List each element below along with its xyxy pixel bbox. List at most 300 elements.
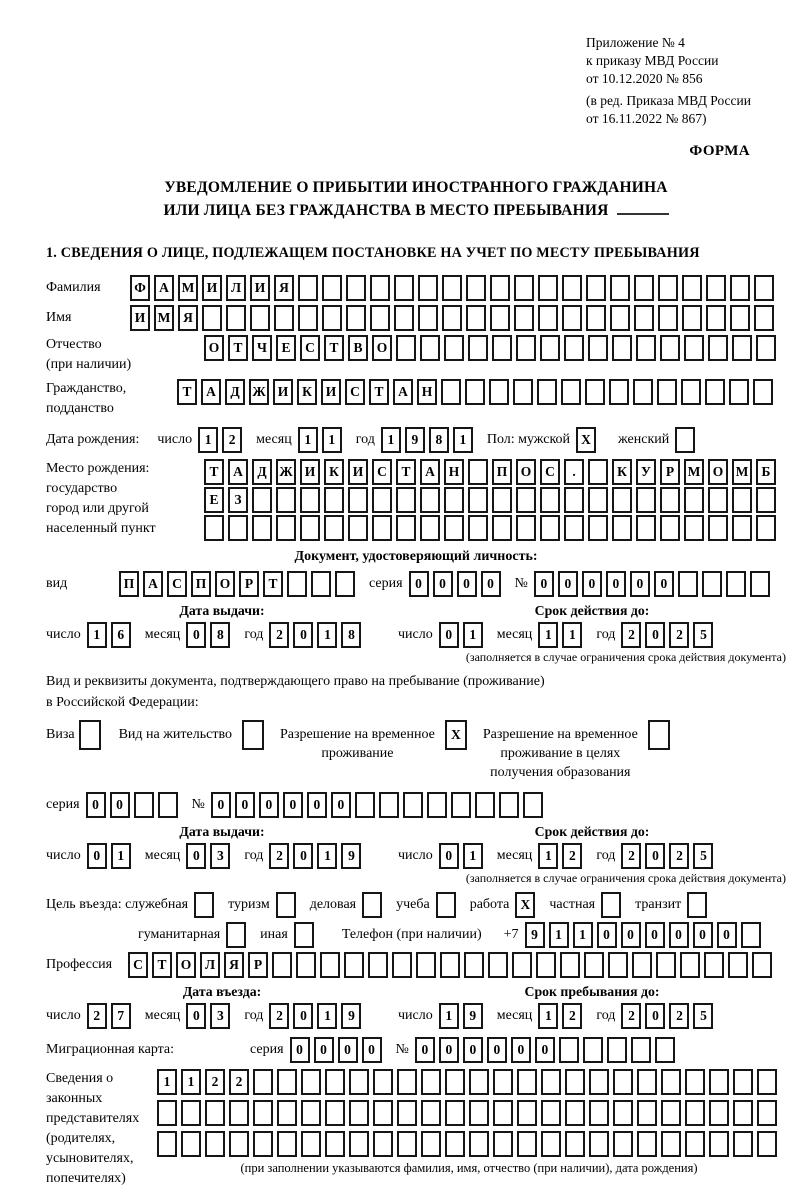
char-cell[interactable] (564, 515, 584, 541)
char-cell[interactable] (564, 335, 584, 361)
char-cell[interactable] (344, 952, 364, 978)
char-cell[interactable]: 0 (693, 922, 713, 948)
char-cell[interactable] (468, 335, 488, 361)
char-cell[interactable]: Л (200, 952, 220, 978)
char-cell[interactable] (492, 515, 512, 541)
char-cell[interactable]: М (732, 459, 752, 485)
char-cell[interactable] (349, 1100, 369, 1126)
char-cell[interactable] (442, 275, 462, 301)
char-cell[interactable] (420, 515, 440, 541)
char-cell[interactable] (294, 922, 314, 948)
char-cell[interactable]: 1 (381, 427, 401, 453)
char-cell[interactable] (709, 1131, 729, 1157)
char-cell[interactable] (466, 275, 486, 301)
char-cell[interactable]: 0 (439, 1037, 459, 1063)
char-cell[interactable]: 2 (669, 843, 689, 869)
char-cell[interactable] (634, 305, 654, 331)
char-cell[interactable] (754, 275, 774, 301)
char-cell[interactable] (320, 952, 340, 978)
char-cell[interactable] (379, 792, 399, 818)
char-cell[interactable]: А (228, 459, 248, 485)
char-cell[interactable]: Т (177, 379, 197, 405)
char-cell[interactable] (373, 1100, 393, 1126)
char-cell[interactable]: И (250, 275, 270, 301)
char-cell[interactable] (253, 1131, 273, 1157)
char-cell[interactable] (348, 487, 368, 513)
char-cell[interactable]: 0 (606, 571, 626, 597)
char-cell[interactable] (726, 571, 746, 597)
char-cell[interactable] (636, 335, 656, 361)
char-cell[interactable] (609, 379, 629, 405)
char-cell[interactable]: С (345, 379, 365, 405)
char-cell[interactable] (733, 1069, 753, 1095)
char-cell[interactable]: 0 (186, 843, 206, 869)
char-cell[interactable]: Е (204, 487, 224, 513)
char-cell[interactable] (661, 1069, 681, 1095)
char-cell[interactable]: 0 (331, 792, 351, 818)
char-cell[interactable]: К (297, 379, 317, 405)
char-cell[interactable] (194, 892, 214, 918)
char-cell[interactable] (355, 792, 375, 818)
char-cell[interactable] (253, 1100, 273, 1126)
char-cell[interactable] (396, 335, 416, 361)
char-cell[interactable]: Л (226, 275, 246, 301)
char-cell[interactable] (324, 487, 344, 513)
char-cell[interactable] (708, 515, 728, 541)
char-cell[interactable]: 0 (645, 622, 665, 648)
char-cell[interactable] (610, 305, 630, 331)
char-cell[interactable] (682, 275, 702, 301)
char-cell[interactable] (658, 275, 678, 301)
char-cell[interactable] (370, 305, 390, 331)
char-cell[interactable] (324, 515, 344, 541)
char-cell[interactable] (373, 1131, 393, 1157)
char-cell[interactable] (684, 487, 704, 513)
char-cell[interactable]: 0 (645, 922, 665, 948)
char-cell[interactable]: 1 (463, 843, 483, 869)
char-cell[interactable]: 8 (429, 427, 449, 453)
char-cell[interactable]: 2 (621, 1003, 641, 1029)
char-cell[interactable] (469, 1100, 489, 1126)
char-cell[interactable] (750, 571, 770, 597)
char-cell[interactable] (514, 305, 534, 331)
char-cell[interactable] (680, 952, 700, 978)
char-cell[interactable] (565, 1069, 585, 1095)
char-cell[interactable] (708, 335, 728, 361)
char-cell[interactable] (613, 1069, 633, 1095)
char-cell[interactable] (756, 515, 776, 541)
char-cell[interactable] (583, 1037, 603, 1063)
char-cell[interactable] (451, 792, 471, 818)
char-cell[interactable]: Д (252, 459, 272, 485)
char-cell[interactable]: 5 (693, 622, 713, 648)
char-cell[interactable]: 1 (87, 622, 107, 648)
char-cell[interactable] (733, 1131, 753, 1157)
char-cell[interactable] (648, 720, 670, 750)
char-cell[interactable] (709, 1100, 729, 1126)
char-cell[interactable] (660, 335, 680, 361)
char-cell[interactable] (536, 952, 556, 978)
char-cell[interactable] (541, 1100, 561, 1126)
char-cell[interactable] (274, 305, 294, 331)
char-cell[interactable]: 0 (439, 622, 459, 648)
char-cell[interactable] (440, 952, 460, 978)
char-cell[interactable]: 0 (293, 622, 313, 648)
char-cell[interactable]: Т (369, 379, 389, 405)
char-cell[interactable] (397, 1069, 417, 1095)
char-cell[interactable] (586, 305, 606, 331)
char-cell[interactable] (756, 335, 776, 361)
char-cell[interactable] (704, 952, 724, 978)
char-cell[interactable]: О (176, 952, 196, 978)
char-cell[interactable] (436, 892, 456, 918)
char-cell[interactable] (468, 487, 488, 513)
char-cell[interactable] (565, 1100, 585, 1126)
char-cell[interactable] (322, 275, 342, 301)
char-cell[interactable] (421, 1069, 441, 1095)
char-cell[interactable] (442, 305, 462, 331)
char-cell[interactable]: X (445, 720, 467, 750)
char-cell[interactable] (397, 1100, 417, 1126)
char-cell[interactable] (757, 1131, 777, 1157)
char-cell[interactable] (732, 335, 752, 361)
char-cell[interactable]: 0 (717, 922, 737, 948)
char-cell[interactable] (325, 1131, 345, 1157)
char-cell[interactable] (685, 1100, 705, 1126)
char-cell[interactable] (678, 571, 698, 597)
char-cell[interactable] (416, 952, 436, 978)
char-cell[interactable] (493, 1100, 513, 1126)
char-cell[interactable]: 2 (269, 843, 289, 869)
char-cell[interactable] (684, 335, 704, 361)
char-cell[interactable] (301, 1100, 321, 1126)
char-cell[interactable] (523, 792, 543, 818)
char-cell[interactable] (685, 1131, 705, 1157)
char-cell[interactable]: 3 (210, 843, 230, 869)
char-cell[interactable]: Н (417, 379, 437, 405)
char-cell[interactable]: 0 (307, 792, 327, 818)
char-cell[interactable] (756, 487, 776, 513)
char-cell[interactable] (588, 487, 608, 513)
char-cell[interactable]: 1 (198, 427, 218, 453)
char-cell[interactable] (585, 379, 605, 405)
char-cell[interactable] (538, 305, 558, 331)
char-cell[interactable] (608, 952, 628, 978)
char-cell[interactable] (499, 792, 519, 818)
char-cell[interactable]: 9 (341, 1003, 361, 1029)
char-cell[interactable] (396, 487, 416, 513)
char-cell[interactable] (541, 1069, 561, 1095)
char-cell[interactable]: 2 (669, 1003, 689, 1029)
char-cell[interactable]: . (564, 459, 584, 485)
char-cell[interactable]: 2 (222, 427, 242, 453)
char-cell[interactable]: 0 (362, 1037, 382, 1063)
char-cell[interactable] (687, 892, 707, 918)
char-cell[interactable] (335, 571, 355, 597)
char-cell[interactable]: 1 (453, 427, 473, 453)
char-cell[interactable]: И (202, 275, 222, 301)
char-cell[interactable] (394, 305, 414, 331)
char-cell[interactable] (444, 335, 464, 361)
char-cell[interactable] (490, 305, 510, 331)
char-cell[interactable] (301, 1131, 321, 1157)
char-cell[interactable]: П (191, 571, 211, 597)
char-cell[interactable]: 1 (562, 622, 582, 648)
char-cell[interactable] (420, 487, 440, 513)
char-cell[interactable]: 9 (341, 843, 361, 869)
char-cell[interactable]: О (516, 459, 536, 485)
char-cell[interactable] (492, 487, 512, 513)
char-cell[interactable]: С (128, 952, 148, 978)
char-cell[interactable]: Р (239, 571, 259, 597)
char-cell[interactable] (444, 515, 464, 541)
char-cell[interactable]: 2 (669, 622, 689, 648)
char-cell[interactable]: Т (263, 571, 283, 597)
char-cell[interactable]: Е (276, 335, 296, 361)
char-cell[interactable] (513, 379, 533, 405)
char-cell[interactable] (559, 1037, 579, 1063)
char-cell[interactable]: А (393, 379, 413, 405)
char-cell[interactable] (612, 515, 632, 541)
char-cell[interactable] (276, 487, 296, 513)
char-cell[interactable]: И (348, 459, 368, 485)
char-cell[interactable] (277, 1069, 297, 1095)
char-cell[interactable]: 2 (229, 1069, 249, 1095)
char-cell[interactable] (537, 379, 557, 405)
char-cell[interactable]: И (300, 459, 320, 485)
char-cell[interactable]: 9 (405, 427, 425, 453)
char-cell[interactable]: 2 (621, 622, 641, 648)
char-cell[interactable]: 0 (487, 1037, 507, 1063)
char-cell[interactable] (392, 952, 412, 978)
char-cell[interactable] (757, 1100, 777, 1126)
char-cell[interactable] (757, 1069, 777, 1095)
char-cell[interactable]: 0 (457, 571, 477, 597)
char-cell[interactable] (516, 335, 536, 361)
char-cell[interactable]: 0 (597, 922, 617, 948)
char-cell[interactable] (658, 305, 678, 331)
char-cell[interactable] (157, 1131, 177, 1157)
char-cell[interactable] (418, 305, 438, 331)
char-cell[interactable]: 0 (290, 1037, 310, 1063)
char-cell[interactable] (560, 952, 580, 978)
char-cell[interactable]: 0 (283, 792, 303, 818)
char-cell[interactable] (421, 1100, 441, 1126)
char-cell[interactable] (421, 1131, 441, 1157)
char-cell[interactable]: А (154, 275, 174, 301)
char-cell[interactable] (298, 305, 318, 331)
char-cell[interactable]: О (708, 459, 728, 485)
char-cell[interactable]: 0 (110, 792, 130, 818)
char-cell[interactable]: Р (248, 952, 268, 978)
char-cell[interactable] (229, 1131, 249, 1157)
char-cell[interactable] (754, 305, 774, 331)
char-cell[interactable] (657, 379, 677, 405)
char-cell[interactable]: 0 (511, 1037, 531, 1063)
char-cell[interactable]: 1 (298, 427, 318, 453)
char-cell[interactable] (565, 1131, 585, 1157)
char-cell[interactable] (490, 275, 510, 301)
char-cell[interactable] (492, 335, 512, 361)
char-cell[interactable]: Ж (249, 379, 269, 405)
char-cell[interactable]: С (372, 459, 392, 485)
char-cell[interactable]: О (204, 335, 224, 361)
char-cell[interactable]: О (215, 571, 235, 597)
char-cell[interactable]: 1 (549, 922, 569, 948)
char-cell[interactable] (562, 275, 582, 301)
char-cell[interactable] (469, 1069, 489, 1095)
char-cell[interactable] (512, 952, 532, 978)
char-cell[interactable] (489, 379, 509, 405)
char-cell[interactable] (612, 335, 632, 361)
char-cell[interactable]: 5 (693, 843, 713, 869)
char-cell[interactable] (685, 1069, 705, 1095)
char-cell[interactable] (445, 1100, 465, 1126)
char-cell[interactable] (228, 515, 248, 541)
char-cell[interactable]: 1 (322, 427, 342, 453)
char-cell[interactable]: К (324, 459, 344, 485)
char-cell[interactable] (157, 1100, 177, 1126)
char-cell[interactable]: 2 (87, 1003, 107, 1029)
char-cell[interactable] (373, 1069, 393, 1095)
char-cell[interactable] (601, 892, 621, 918)
char-cell[interactable]: 1 (111, 843, 131, 869)
char-cell[interactable]: 0 (621, 922, 641, 948)
char-cell[interactable] (252, 515, 272, 541)
char-cell[interactable] (403, 792, 423, 818)
char-cell[interactable]: С (167, 571, 187, 597)
char-cell[interactable]: 0 (409, 571, 429, 597)
char-cell[interactable] (684, 515, 704, 541)
char-cell[interactable]: А (201, 379, 221, 405)
char-cell[interactable] (464, 952, 484, 978)
char-cell[interactable] (517, 1069, 537, 1095)
char-cell[interactable] (349, 1069, 369, 1095)
char-cell[interactable]: 8 (210, 622, 230, 648)
char-cell[interactable]: 0 (645, 1003, 665, 1029)
char-cell[interactable] (420, 335, 440, 361)
char-cell[interactable]: К (612, 459, 632, 485)
char-cell[interactable]: 0 (259, 792, 279, 818)
char-cell[interactable]: 1 (538, 1003, 558, 1029)
char-cell[interactable] (517, 1131, 537, 1157)
char-cell[interactable] (475, 792, 495, 818)
char-cell[interactable]: Т (228, 335, 248, 361)
char-cell[interactable]: 0 (481, 571, 501, 597)
char-cell[interactable]: 1 (317, 1003, 337, 1029)
char-cell[interactable] (631, 1037, 651, 1063)
char-cell[interactable] (540, 515, 560, 541)
char-cell[interactable] (493, 1069, 513, 1095)
char-cell[interactable]: 0 (439, 843, 459, 869)
char-cell[interactable] (729, 379, 749, 405)
char-cell[interactable] (656, 952, 676, 978)
char-cell[interactable] (348, 515, 368, 541)
char-cell[interactable] (588, 335, 608, 361)
char-cell[interactable] (493, 1131, 513, 1157)
char-cell[interactable] (272, 952, 292, 978)
char-cell[interactable] (589, 1131, 609, 1157)
char-cell[interactable] (708, 487, 728, 513)
char-cell[interactable] (562, 305, 582, 331)
char-cell[interactable]: 0 (433, 571, 453, 597)
char-cell[interactable]: 0 (314, 1037, 334, 1063)
char-cell[interactable]: М (684, 459, 704, 485)
char-cell[interactable] (660, 515, 680, 541)
char-cell[interactable] (675, 427, 695, 453)
char-cell[interactable] (741, 922, 761, 948)
char-cell[interactable] (538, 275, 558, 301)
char-cell[interactable]: 1 (538, 843, 558, 869)
char-cell[interactable]: 2 (562, 843, 582, 869)
char-cell[interactable] (655, 1037, 675, 1063)
char-cell[interactable] (394, 275, 414, 301)
char-cell[interactable] (612, 487, 632, 513)
char-cell[interactable] (589, 1100, 609, 1126)
char-cell[interactable] (636, 487, 656, 513)
char-cell[interactable]: 8 (341, 622, 361, 648)
char-cell[interactable] (346, 275, 366, 301)
char-cell[interactable] (362, 892, 382, 918)
char-cell[interactable]: М (154, 305, 174, 331)
char-cell[interactable]: Ж (276, 459, 296, 485)
char-cell[interactable] (613, 1131, 633, 1157)
char-cell[interactable] (276, 892, 296, 918)
char-cell[interactable] (730, 305, 750, 331)
char-cell[interactable]: X (576, 427, 596, 453)
char-cell[interactable] (588, 459, 608, 485)
char-cell[interactable]: М (178, 275, 198, 301)
char-cell[interactable]: 0 (338, 1037, 358, 1063)
char-cell[interactable]: 2 (269, 1003, 289, 1029)
char-cell[interactable]: И (321, 379, 341, 405)
char-cell[interactable] (706, 305, 726, 331)
char-cell[interactable] (287, 571, 307, 597)
char-cell[interactable] (564, 487, 584, 513)
char-cell[interactable] (252, 487, 272, 513)
char-cell[interactable]: 0 (186, 622, 206, 648)
char-cell[interactable] (540, 487, 560, 513)
char-cell[interactable]: 1 (157, 1069, 177, 1095)
char-cell[interactable]: 0 (534, 571, 554, 597)
char-cell[interactable] (468, 459, 488, 485)
char-cell[interactable]: 1 (317, 843, 337, 869)
char-cell[interactable] (301, 1069, 321, 1095)
char-cell[interactable] (276, 515, 296, 541)
char-cell[interactable]: 0 (415, 1037, 435, 1063)
char-cell[interactable] (444, 487, 464, 513)
char-cell[interactable]: 0 (669, 922, 689, 948)
char-cell[interactable]: 1 (463, 622, 483, 648)
char-cell[interactable]: 0 (630, 571, 650, 597)
char-cell[interactable] (634, 275, 654, 301)
char-cell[interactable]: 0 (86, 792, 106, 818)
char-cell[interactable] (682, 305, 702, 331)
char-cell[interactable] (445, 1131, 465, 1157)
char-cell[interactable] (516, 487, 536, 513)
char-cell[interactable]: 0 (535, 1037, 555, 1063)
char-cell[interactable] (488, 952, 508, 978)
char-cell[interactable]: 7 (111, 1003, 131, 1029)
char-cell[interactable] (226, 305, 246, 331)
char-cell[interactable]: 2 (269, 622, 289, 648)
char-cell[interactable] (325, 1069, 345, 1095)
char-cell[interactable] (298, 275, 318, 301)
char-cell[interactable]: 0 (211, 792, 231, 818)
char-cell[interactable]: 2 (562, 1003, 582, 1029)
char-cell[interactable]: Т (204, 459, 224, 485)
char-cell[interactable]: О (372, 335, 392, 361)
